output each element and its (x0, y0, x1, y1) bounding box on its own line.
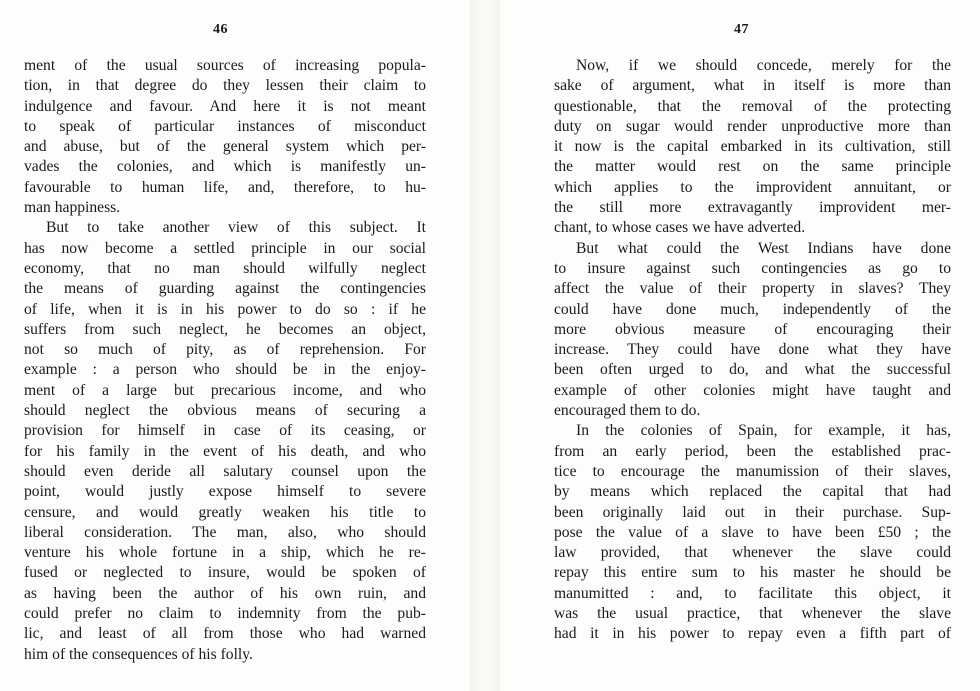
book-gutter (470, 0, 500, 691)
text-line: had it in his power to repay even a fifth part of (554, 625, 951, 643)
text-line: Now, if we should concede, merely for the (576, 57, 951, 74)
text-line: ment of the usual sources of increasing popula- (24, 57, 426, 74)
text-line: duty on sugar would render unproductive more than (554, 117, 951, 135)
text-line: the still more extravagantly improvident mer- (554, 199, 951, 217)
text-line: could prefer no claim to indemnity from the pub- (24, 605, 426, 623)
text-line: lic, and least of all from those who had warned (24, 625, 426, 643)
text-line: which applies to the improvident annuitant, or (554, 178, 951, 196)
text-line: fused or neglected to insure, would be spoken of (24, 564, 426, 582)
text-line: has now become a settled principle in our social (24, 239, 426, 257)
text-line: not so much of pity, as of reprehension. For (24, 341, 426, 359)
page-body-text (554, 56, 951, 645)
text-line: But to take another view of this subject. It (46, 219, 426, 237)
text-line: In the colonies of Spain, for example, it has, (576, 422, 951, 440)
text-line: suffers from such neglect, he becomes an object, (24, 320, 426, 338)
text-line: indulgence and favour. And here it is not meant (24, 97, 426, 115)
text-line: to insure against such contingencies as go to (554, 259, 951, 277)
text-line: point, would justly expose himself to severe (24, 483, 426, 501)
text-line: the matter would rest on the same principle (554, 158, 951, 176)
text-line: venture his whole fortune in a ship, which he re- (24, 544, 426, 562)
text-line: tion, in that degree do they lessen their claim to (24, 77, 426, 95)
text-line: liberal consideration. The man, also, who should (24, 523, 426, 541)
page-number: 46 (213, 22, 228, 37)
text-line: provision for himself in case of its ceasing, or (24, 422, 426, 440)
text-line: man happiness. (24, 199, 121, 217)
text-line: ment of a large but precarious income, and who (24, 381, 426, 399)
text-line: should neglect the obvious means of securing a (24, 402, 426, 420)
text-line: favourable to human life, and, therefore, to hu- (24, 178, 426, 196)
text-line: vades the colonies, and which is manifestly un- (24, 158, 426, 176)
text-line: questionable, that the removal of the protecting (554, 97, 951, 115)
text-line: it now is the capital embarked in its cultivation, still (554, 138, 951, 156)
text-line: should even deride all salutary counsel upon the (24, 462, 426, 480)
text-line: to speak of particular instances of misconduct (24, 117, 426, 135)
text-line: sake of argument, what in itself is more than (554, 77, 951, 95)
text-line: example : a person who should be in the enjoy- (24, 361, 426, 379)
text-line: been often urged to do, and what the successful (554, 361, 951, 379)
text-line: of life, when it is in his power to do so : if he (24, 300, 426, 318)
left-page (0, 0, 470, 691)
text-line: could have done much, independently of the (554, 300, 951, 318)
text-line: was the usual practice, that whenever the slave (554, 605, 951, 623)
text-line: example of other colonies might have taught and (554, 381, 951, 399)
text-line: him of the consequences of his folly. (24, 645, 253, 663)
text-line: encouraged them to do. (554, 402, 701, 420)
text-line: been originally laid out in their purchase. Sup- (554, 503, 951, 521)
text-line: chant, to whose cases we have adverted. (554, 219, 806, 237)
text-line: economy, that no man should wilfully neglect (24, 259, 426, 277)
text-line: law provided, that whenever the slave could (554, 544, 951, 562)
text-line: by means which replaced the capital that had (554, 483, 951, 501)
text-line: repay this entire sum to his master he should be (554, 564, 951, 582)
text-line: censure, and would greatly weaken his title to (24, 503, 426, 521)
text-line: from an early period, been the established prac- (554, 442, 951, 460)
page-body-text (24, 56, 426, 665)
right-page (500, 0, 980, 691)
text-line: the means of guarding against the contingencies (24, 280, 426, 298)
text-line: as having been the author of his own ruin, and (24, 584, 426, 602)
text-line: tice to encourage the manumission of their slaves, (554, 462, 951, 480)
text-line: manumitted : and, to facilitate this object, it (554, 584, 951, 602)
page-number: 47 (734, 22, 749, 37)
text-line: more obvious measure of encouraging their (554, 320, 951, 338)
text-line: affect the value of their property in slaves? They (554, 280, 951, 298)
text-line: and abuse, but of the general system which per- (24, 138, 426, 156)
text-line: for his family in the event of his death, and who (24, 442, 426, 460)
text-line: pose the value of a slave to have been £50 ; the (554, 523, 951, 541)
text-line: increase. They could have done what they have (554, 341, 951, 359)
text-line: But what could the West Indians have done (576, 239, 951, 257)
